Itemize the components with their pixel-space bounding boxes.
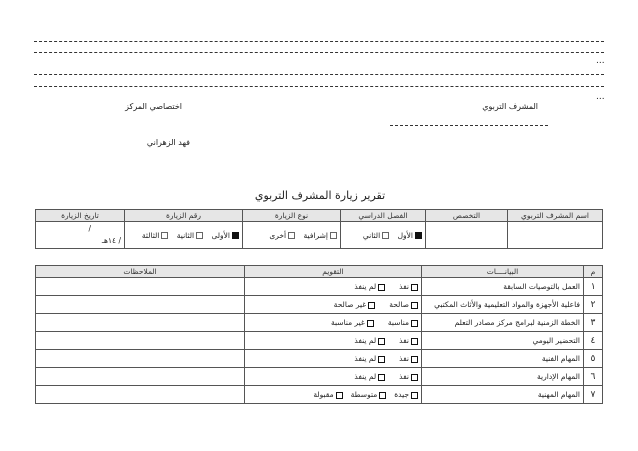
table-row [36, 350, 603, 368]
option-label: لم ينفذ [354, 372, 377, 381]
supervisor-signature-line [390, 125, 548, 126]
rating-option[interactable] [354, 372, 385, 381]
row-item: المهام المهنية [422, 386, 584, 404]
header-specialty: التخصص [426, 210, 508, 222]
checkbox-empty-icon[interactable] [196, 232, 203, 239]
option-label: لم ينفذ [354, 336, 377, 345]
visit-type-supervisory-option[interactable] [304, 231, 337, 240]
row-notes[interactable] [36, 332, 245, 350]
checkbox-empty-icon[interactable] [411, 356, 418, 363]
evaluation-table [35, 265, 603, 404]
supervisor-name-field[interactable] [508, 222, 603, 249]
header-notes: الملاحظات [36, 266, 245, 278]
option-label: الثاني [362, 230, 381, 240]
visit-type-other-option[interactable] [269, 231, 295, 240]
rating-option[interactable] [399, 282, 418, 291]
checkbox-empty-icon[interactable] [161, 232, 168, 239]
specialty-field[interactable] [426, 222, 508, 249]
option-label: صالحة [389, 300, 409, 309]
rating-option[interactable] [399, 372, 418, 381]
rating-option[interactable] [331, 318, 374, 327]
option-label: متوسطة [350, 390, 378, 399]
row-rating [245, 278, 422, 296]
row-notes[interactable] [36, 350, 245, 368]
table-row [36, 386, 603, 404]
row-item: العمل بالتوصيات السابقة [422, 278, 584, 296]
table-row [36, 296, 603, 314]
row-rating [245, 296, 422, 314]
visit-type-options [243, 222, 341, 249]
row-notes[interactable] [36, 296, 245, 314]
rating-option[interactable] [354, 336, 385, 345]
rating-option[interactable] [354, 282, 385, 291]
rating-option[interactable] [313, 390, 342, 399]
row-number: ٤ [584, 332, 603, 350]
supervisor-label: المشرف التربوي [482, 102, 538, 111]
row-notes[interactable] [36, 368, 245, 386]
header-rating: التقويم [245, 266, 422, 278]
rating-option[interactable] [354, 354, 385, 363]
checkbox-empty-icon[interactable] [411, 302, 418, 309]
semester-second-option[interactable] [363, 231, 389, 240]
row-rating [245, 350, 422, 368]
visit-date-field[interactable] [36, 222, 125, 249]
option-label: الأول [397, 230, 413, 240]
rating-option[interactable] [334, 300, 376, 309]
dotted-line-3 [34, 74, 604, 75]
row-item: المهام الفنية [422, 350, 584, 368]
rating-option[interactable] [399, 336, 418, 345]
row-item: التحضير اليومي [422, 332, 584, 350]
table-row [36, 368, 603, 386]
row-number: ٥ [584, 350, 603, 368]
rating-option[interactable] [394, 390, 418, 399]
rating-option[interactable] [389, 300, 418, 309]
checkbox-empty-icon[interactable] [379, 392, 386, 399]
dotted-line-4 [34, 86, 604, 87]
row-item: المهام الإدارية [422, 368, 584, 386]
option-label: غير صالحة [333, 300, 367, 309]
dotted-line-1 [34, 41, 604, 42]
rating-option[interactable] [399, 354, 418, 363]
row-rating [245, 386, 422, 404]
visit-number-second-option[interactable] [177, 231, 203, 240]
row-rating [245, 314, 422, 332]
checkbox-empty-icon[interactable] [336, 392, 343, 399]
row-notes[interactable] [36, 278, 245, 296]
option-label: لم ينفذ [354, 282, 377, 291]
option-label: أخرى [269, 230, 287, 240]
option-label: مناسبة [387, 318, 409, 327]
option-label: إشرافية [303, 230, 328, 240]
checkbox-empty-icon[interactable] [378, 338, 385, 345]
checkbox-empty-icon[interactable] [330, 232, 337, 239]
ellipsis-2: ... [596, 92, 605, 102]
row-item: فاعلية الأجهزة والمواد التعليمية والأثاث المكتبي [422, 296, 584, 314]
row-item: الخطة الزمنية لبرامج مركز مصادر التعلم [422, 314, 584, 332]
visit-number-options [125, 222, 243, 249]
option-label: غير مناسبة [331, 318, 365, 327]
option-label: نفذ [399, 372, 409, 381]
checkbox-empty-icon[interactable] [378, 356, 385, 363]
header-semester: الفصل الدراسي [341, 210, 426, 222]
header-supervisor-name: اسم المشرف التربوي [508, 210, 603, 222]
checkbox-checked-icon[interactable] [415, 232, 422, 239]
row-number: ٧ [584, 386, 603, 404]
center-specialist-name: فهد الزهراني [146, 138, 190, 147]
header-items: البيانــــات [422, 266, 584, 278]
option-label: نفذ [399, 336, 409, 345]
page-title: تقرير زيارة المشرف التربوي [254, 189, 386, 202]
option-label: جيدة [394, 390, 409, 399]
date-line-2: / ١٤هـ [101, 236, 121, 245]
option-label: الأولى [211, 230, 230, 240]
checkbox-empty-icon[interactable] [368, 302, 375, 309]
option-label: الثالثة [141, 230, 160, 240]
option-label: الثانية [176, 230, 195, 240]
row-notes[interactable] [36, 314, 245, 332]
semester-options [341, 222, 426, 249]
row-number: ٢ [584, 296, 603, 314]
option-label: نفذ [399, 354, 409, 363]
checkbox-checked-icon[interactable] [232, 232, 239, 239]
checkbox-empty-icon[interactable] [411, 320, 418, 327]
visit-number-first-option[interactable] [211, 231, 239, 240]
row-number: ٦ [584, 368, 603, 386]
header-visit-type: نوع الزيارة [243, 210, 341, 222]
semester-first-option[interactable] [398, 231, 422, 240]
row-number: ١ [584, 278, 603, 296]
header-number: م [584, 266, 603, 278]
row-notes[interactable] [36, 386, 245, 404]
table-row [36, 314, 603, 332]
header-visit-date: تاريخ الزيارة [36, 210, 125, 222]
option-label: نفذ [399, 282, 409, 291]
option-label: لم ينفذ [354, 354, 377, 363]
rating-option[interactable] [388, 318, 418, 327]
checkbox-empty-icon[interactable] [411, 374, 418, 381]
checkbox-empty-icon[interactable] [411, 338, 418, 345]
visit-number-third-option[interactable] [142, 231, 169, 240]
checkbox-empty-icon[interactable] [382, 232, 389, 239]
visit-info-table [35, 209, 603, 249]
row-number: ٣ [584, 314, 603, 332]
header-visit-number: رقم الزيارة [125, 210, 243, 222]
rating-option[interactable] [351, 390, 387, 399]
checkbox-empty-icon[interactable] [288, 232, 295, 239]
center-specialist-label: اختصاصي المركز [125, 102, 182, 111]
dotted-line-2 [34, 52, 604, 53]
row-rating [245, 332, 422, 350]
row-rating [245, 368, 422, 386]
checkbox-empty-icon[interactable] [378, 374, 385, 381]
evaluation-rows [36, 278, 603, 404]
option-label: مقبولة [313, 390, 334, 399]
checkbox-empty-icon[interactable] [367, 320, 374, 327]
ellipsis-1: ... [596, 56, 605, 66]
checkbox-empty-icon[interactable] [378, 284, 385, 291]
checkbox-empty-icon[interactable] [411, 392, 418, 399]
date-line-1: / [88, 224, 91, 233]
table-row [36, 278, 603, 296]
checkbox-empty-icon[interactable] [411, 284, 418, 291]
table-row [36, 332, 603, 350]
